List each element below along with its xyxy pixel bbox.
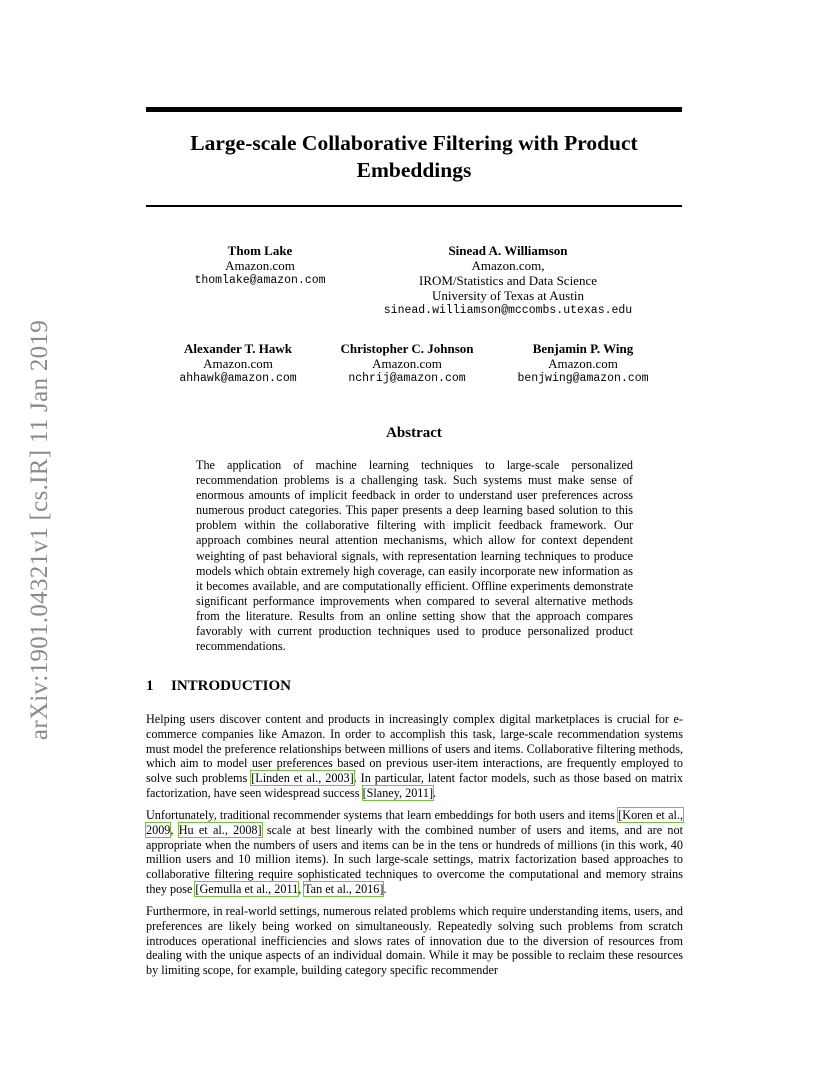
paragraph-text: scale at best linearly with the combined number of users and items, and are not appropriate when the numbers of users and items can be in the tens or hundreds of millions (in this work, 40 million users and 10 million items). In such large-scale settings, matrix factorization based approaches to collaborative filtering require sophisticated techniques to overcome the computational and memory strains they pose <box>146 822 684 896</box>
author-email[interactable]: nchrij@amazon.com <box>348 372 466 385</box>
author-block-hawk <box>148 341 328 386</box>
author-name: Christopher C. Johnson <box>340 341 474 356</box>
paragraph-text: , <box>298 881 305 896</box>
paper-title-line-2: Embeddings <box>356 158 472 182</box>
author-block-williamson <box>358 243 658 318</box>
title-rule-top <box>146 107 682 112</box>
citation-link[interactable]: Tan et al., 2016] <box>304 881 384 896</box>
author-email[interactable]: sinead.williamson@mccombs.utexas.edu <box>383 304 633 317</box>
paragraph-text: . <box>383 881 387 896</box>
section-heading-introduction <box>146 677 682 695</box>
author-affiliation: University of Texas at Austin <box>432 288 584 303</box>
citation-link[interactable]: [Koren et al., 2009 <box>146 808 683 837</box>
author-name: Alexander T. Hawk <box>184 341 292 356</box>
arxiv-identifier-stamp: arXiv:1901.04321v1 [cs.IR] 11 Jan 2019 <box>26 319 53 741</box>
author-affiliation: Amazon.com <box>548 356 618 371</box>
paragraph-text: Helping users discover content and products in increasingly complex digital marketplaces is crucial for e-commerce companies like Amazon. In order to accomplish this task, large-scale recommendation systems must model the preference relationships between millions of users and items. Collaborative filtering methods, which aim to model user preferences based on previous user-item interactions, are frequently employed to solve such problems <box>146 712 683 786</box>
intro-paragraph-3: Furthermore, in real-world settings, numerous related problems which require understanding items, users, and preferences are likely being worked on simultaneously. Repeatedly solving such problems from scratch introduces operational inefficiencies and slows rates of innovation due to the diversion of resources from dealing with the unique aspects of an individual domain. While it may be possible to reclaim these resources by limiting scope, for example, building category specific recommender <box>146 904 683 978</box>
author-email[interactable]: benjwing@amazon.com <box>517 372 649 385</box>
abstract-heading: Abstract <box>386 425 442 441</box>
citation-link[interactable]: [Slaney, 2011] <box>362 785 434 800</box>
section-number: 1 <box>146 678 154 694</box>
author-affiliation: Amazon.com <box>225 258 295 273</box>
paper-title-line-1: Large-scale Collaborative Filtering with Product <box>190 131 638 155</box>
citation-link[interactable]: [Gemulla et al., 2011 <box>195 881 299 896</box>
paragraph-text: Unfortunately, traditional recommender systems that learn embeddings for both users and items <box>146 808 619 822</box>
author-name: Sinead A. Williamson <box>448 243 568 258</box>
author-affiliation: Amazon.com <box>203 356 273 371</box>
author-block-wing <box>493 341 673 386</box>
citation-link[interactable]: [Linden et al., 2003] <box>251 771 354 786</box>
paragraph-text: . In particular, latent factor models, such as those based on matrix factorization, have seen widespread success <box>146 771 684 800</box>
paragraph-text: . <box>433 785 437 800</box>
author-block-johnson <box>317 341 497 386</box>
citation-link[interactable]: Hu et al., 2008] <box>178 822 262 837</box>
author-name: Thom Lake <box>227 243 293 258</box>
author-affiliation: Amazon.com <box>372 356 442 371</box>
author-affiliation: Amazon.com, <box>471 258 545 273</box>
author-affiliation: IROM/Statistics and Data Science <box>419 273 597 288</box>
author-email[interactable]: ahhawk@amazon.com <box>179 372 297 385</box>
section-title: INTRODUCTION <box>171 678 292 694</box>
intro-paragraph-2 <box>146 808 683 897</box>
author-name: Benjamin P. Wing <box>532 341 634 356</box>
paragraph-text: , <box>170 822 179 837</box>
title-rule-bottom <box>146 205 682 207</box>
abstract-text: The application of machine learning techniques to large-scale personalized recommendation problems is a challenging task. Such systems must make sense of enormous amounts of implicit feedback in order to understand user preferences across numerous product categories. This paper presents a deep learning based solution to this problem within the collaborative filtering with implicit feedback framework. Our approach combines neural attention mechanisms, which allow for context dependent weighting of past behavioral signals, with representation learning techniques to produce models which obtain extremely high coverage, can easily incorporate new information as it becomes available, and are computationally efficient. Offline experiments demonstrate significant performance improvements when compared to several alternative methods from the literature. Results from an online setting show that the approach compares favorably with current production techniques used to produce personalized product recommendations. <box>196 458 633 654</box>
intro-paragraph-1 <box>146 712 683 801</box>
paper-title <box>146 130 682 184</box>
author-block-lake <box>160 243 360 288</box>
author-email[interactable]: thomlake@amazon.com <box>194 274 326 287</box>
